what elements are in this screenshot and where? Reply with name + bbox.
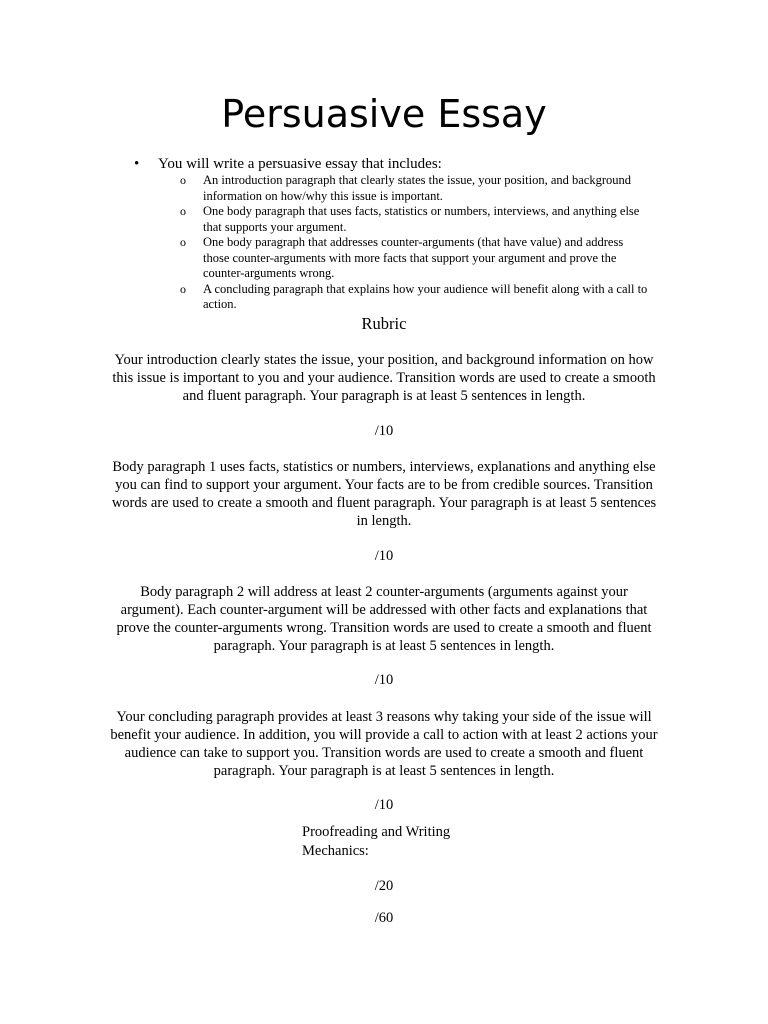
rubric-criterion-body-2: Body paragraph 2 will address at least 2 counter-arguments (arguments against your argument). Each counter-argument will be addressed with other facts and explanations that prove the counter-arguments wrong. Transition words are used to create a smooth and fluent paragraph. Your paragraph is at least 5 sentences in length. bbox=[116, 584, 652, 654]
intro-bullet-text: You will write a persuasive essay that includes: bbox=[158, 156, 442, 172]
mechanics-label: Proofreading and Writing Mechanics: bbox=[302, 824, 451, 859]
list-item bbox=[180, 173, 650, 204]
rubric-score: /10 bbox=[374, 423, 394, 439]
list-item-text: One body paragraph that addresses counter-arguments (that have value) and address those counter-arguments with more facts that support your argument and prove the counter-arguments wrong. bbox=[203, 235, 624, 280]
list-item-text: One body paragraph that uses facts, statistics or numbers, interviews, and anything else that supports your argument. bbox=[203, 204, 640, 234]
rubric-criterion-intro: Your introduction clearly states the issue, your position, and background information on how this issue is important to you and your audience. Transition words are used to create a smooth and fluent paragraph. Your paragraph is at least 5 sentences in length. bbox=[112, 352, 656, 404]
list-item bbox=[180, 235, 650, 282]
circle-bullet-icon: o bbox=[180, 173, 186, 187]
list-item bbox=[180, 282, 650, 313]
rubric-criterion-conclusion: Your concluding paragraph provides at least 3 reasons why taking your side of the issue will benefit your audience. In addition, you will provide a call to action with at least 2 actions your audience can take to support you. Transition words are used to create a smooth and fluent paragraph. Your paragraph is at least 5 sentences in length. bbox=[110, 709, 658, 779]
list-item-text: A concluding paragraph that explains how your audience will benefit along with a call to action. bbox=[203, 281, 648, 311]
circle-bullet-icon: o bbox=[180, 204, 186, 218]
page-title: Persuasive Essay bbox=[221, 92, 547, 136]
list-item-text: An introduction paragraph that clearly states the issue, your position, and background information on how/why this issue is important. bbox=[203, 173, 632, 203]
mechanics-score: /20 bbox=[374, 878, 394, 894]
rubric-score: /10 bbox=[374, 797, 394, 813]
circle-bullet-icon: o bbox=[180, 235, 186, 249]
total-score: /60 bbox=[374, 910, 394, 926]
rubric-score: /10 bbox=[374, 548, 394, 564]
rubric-criterion-body-1: Body paragraph 1 uses facts, statistics or numbers, interviews, explanations and anything else you can find to support your argument. Your facts are to be from credible sources. Transition words are used to create a smooth and fluent paragraph. Your paragraph is at least 5 sentences in length. bbox=[111, 459, 657, 529]
rubric-heading: Rubric bbox=[361, 314, 407, 333]
bullet-icon: • bbox=[134, 156, 140, 172]
circle-bullet-icon: o bbox=[180, 281, 186, 296]
list-item bbox=[180, 204, 650, 235]
requirements-list bbox=[180, 173, 650, 313]
rubric-score: /10 bbox=[374, 672, 394, 688]
